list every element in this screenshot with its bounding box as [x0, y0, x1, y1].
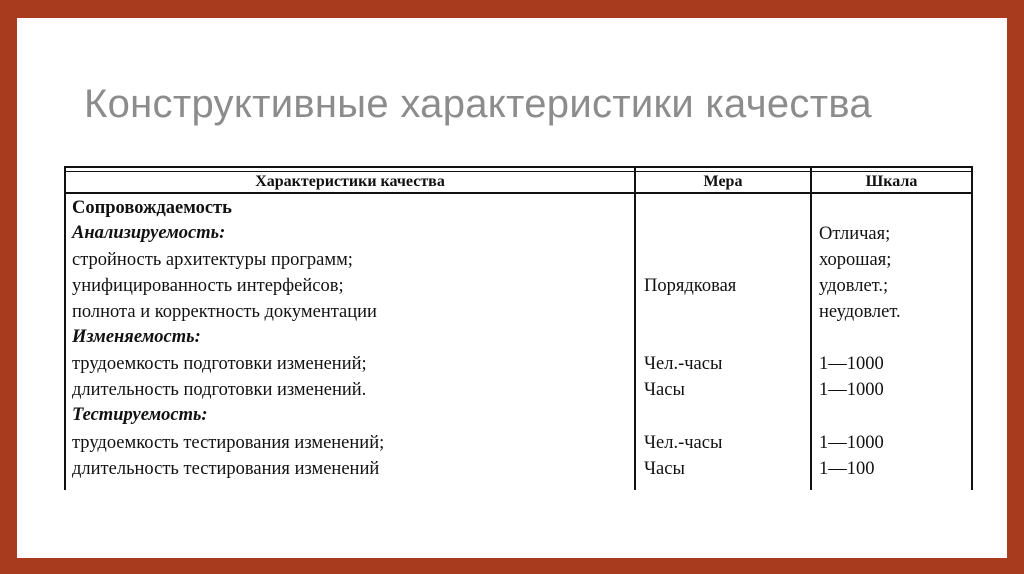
- characteristic-item: стройность архитектуры программ;: [72, 250, 353, 270]
- column-divider-2: [810, 166, 812, 490]
- table-right-border: [971, 166, 973, 490]
- section-title: Сопровождаемость: [72, 198, 232, 218]
- table-header-divider: [64, 192, 973, 194]
- measure-value: Часы: [644, 380, 685, 400]
- quality-characteristics-table: [64, 166, 973, 490]
- group-title: Тестируемость:: [72, 405, 208, 425]
- group-title: Анализируемость:: [72, 223, 226, 243]
- characteristic-item: трудоемкость тестирования изменений;: [72, 433, 385, 453]
- scale-value: 1—1000: [819, 380, 884, 400]
- header-scale: Шкала: [865, 173, 918, 190]
- scale-value: 1—1000: [819, 433, 884, 453]
- column-divider-1: [634, 166, 636, 490]
- header-measure: Мера: [703, 173, 743, 190]
- characteristic-item: унифицированность интерфейсов;: [72, 276, 344, 296]
- header-characteristics: Характеристики качества: [255, 173, 445, 190]
- scale-value: Отличая;: [819, 224, 891, 244]
- measure-value: Чел.-часы: [644, 433, 723, 453]
- scale-value: хорошая;: [819, 250, 892, 270]
- slide-title: Конструктивные характеристики качества: [84, 82, 872, 126]
- characteristic-item: длительность тестирования изменений: [72, 459, 380, 479]
- measure-value: Чел.-часы: [644, 354, 723, 374]
- characteristic-item: трудоемкость подготовки изменений;: [72, 354, 367, 374]
- scale-value: неудовлет.: [819, 302, 901, 322]
- characteristic-item: длительность подготовки изменений.: [72, 380, 367, 400]
- measure-value: Порядковая: [644, 276, 737, 296]
- scale-value: удовлет.;: [819, 276, 889, 296]
- scale-value: 1—100: [819, 459, 875, 479]
- scale-value: 1—1000: [819, 354, 884, 374]
- group-title: Изменяемость:: [72, 327, 201, 347]
- characteristic-item: полнота и корректность документации: [72, 302, 377, 322]
- table-top-border: [64, 166, 973, 168]
- measure-value: Часы: [644, 459, 685, 479]
- table-left-border: [64, 166, 66, 490]
